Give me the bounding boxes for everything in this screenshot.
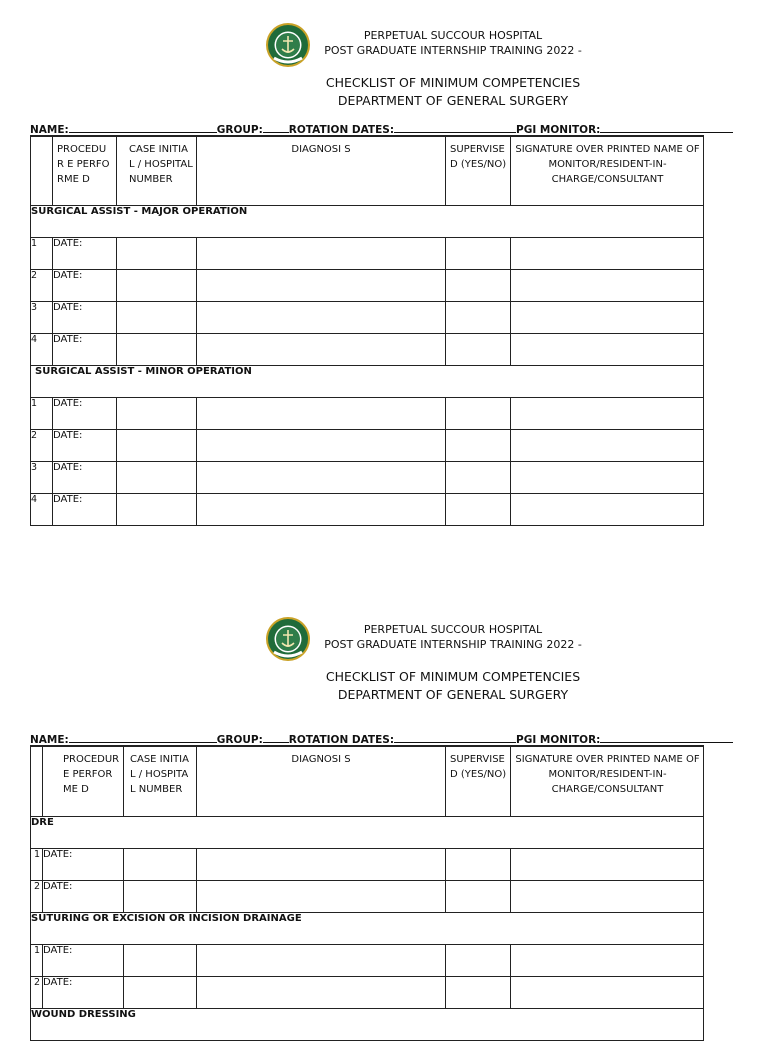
col-case: CASE INITIAL / HOSPITAL NUMBER	[129, 144, 193, 185]
monitor-field[interactable]	[600, 121, 733, 133]
monitor-label: PGI MONITOR:	[516, 734, 601, 746]
date-label: DATE:	[53, 269, 117, 301]
diagnosis-cell[interactable]	[197, 880, 446, 912]
date-label: DATE:	[53, 397, 117, 429]
signature-cell[interactable]	[511, 880, 704, 912]
date-label: DATE:	[43, 880, 124, 912]
diagnosis-cell[interactable]	[197, 944, 446, 976]
hospital-name: PERPETUAL SUCCOUR HOSPITAL	[363, 29, 543, 42]
case-cell[interactable]	[117, 429, 197, 461]
row-number: 2	[31, 880, 43, 912]
case-cell[interactable]	[124, 880, 197, 912]
table-row	[31, 880, 704, 912]
case-cell[interactable]	[117, 301, 197, 333]
section-title: SURGICAL ASSIST - MAJOR OPERATION	[31, 205, 704, 237]
row-number: 2	[31, 429, 53, 461]
diagnosis-cell[interactable]	[197, 269, 446, 301]
checklist-title: CHECKLIST OF MINIMUM COMPETENCIES	[325, 669, 581, 684]
row-number: 1	[31, 944, 43, 976]
table-header	[31, 746, 704, 816]
table-row	[31, 461, 704, 493]
section-minor-operation	[31, 365, 704, 397]
col-diagnosis: DIAGNOSI S	[291, 754, 351, 765]
department-title: DEPARTMENT OF GENERAL SURGERY	[337, 687, 569, 702]
monitor-field[interactable]	[600, 731, 733, 743]
date-label: DATE:	[53, 237, 117, 269]
section-title: SURGICAL ASSIST - MINOR OPERATION	[31, 365, 704, 397]
name-label: NAME:	[30, 734, 69, 746]
case-cell[interactable]	[117, 237, 197, 269]
diagnosis-cell[interactable]	[197, 237, 446, 269]
case-cell[interactable]	[117, 269, 197, 301]
table-row	[31, 301, 704, 333]
supervised-cell[interactable]	[446, 461, 511, 493]
row-number: 3	[31, 461, 53, 493]
group-field[interactable]	[263, 731, 289, 743]
signature-cell[interactable]	[511, 237, 704, 269]
diagnosis-cell[interactable]	[197, 333, 446, 365]
info-line	[30, 731, 702, 746]
signature-cell[interactable]	[511, 493, 704, 525]
signature-cell[interactable]	[511, 429, 704, 461]
case-cell[interactable]	[117, 461, 197, 493]
department-title: DEPARTMENT OF GENERAL SURGERY	[337, 93, 569, 108]
supervised-cell[interactable]	[446, 493, 511, 525]
competency-table-1	[30, 135, 704, 526]
row-number: 4	[31, 333, 53, 365]
col-supervised: SUPERVISE D (YES/NO)	[450, 144, 507, 170]
date-label: DATE:	[53, 461, 117, 493]
diagnosis-cell[interactable]	[197, 461, 446, 493]
hospital-name: PERPETUAL SUCCOUR HOSPITAL	[363, 623, 543, 636]
diagnosis-cell[interactable]	[197, 429, 446, 461]
table-header	[31, 136, 704, 205]
case-cell[interactable]	[124, 944, 197, 976]
col-case: CASE INITIAL / HOSPITAL NUMBER	[130, 754, 189, 795]
row-number: 2	[31, 976, 43, 1008]
program-title: POST GRADUATE INTERNSHIP TRAINING 2022 -	[324, 638, 582, 651]
program-title: POST GRADUATE INTERNSHIP TRAINING 2022 -	[324, 44, 582, 57]
col-diagnosis: DIAGNOSI S	[291, 144, 351, 155]
signature-cell[interactable]	[511, 976, 704, 1008]
case-cell[interactable]	[117, 333, 197, 365]
row-number: 2	[31, 269, 53, 301]
section-major-operation	[31, 205, 704, 237]
info-line	[30, 121, 702, 136]
table-row	[31, 429, 704, 461]
name-field[interactable]	[69, 731, 217, 743]
supervised-cell[interactable]	[446, 429, 511, 461]
rotation-label: ROTATION DATES:	[288, 734, 395, 746]
supervised-cell[interactable]	[446, 880, 511, 912]
diagnosis-cell[interactable]	[197, 301, 446, 333]
case-cell[interactable]	[124, 848, 197, 880]
supervised-cell[interactable]	[446, 944, 511, 976]
group-label: GROUP:	[216, 124, 263, 136]
table-row	[31, 944, 704, 976]
row-number: 4	[31, 493, 53, 525]
date-label: DATE:	[53, 429, 117, 461]
supervised-cell[interactable]	[446, 333, 511, 365]
signature-cell[interactable]	[511, 397, 704, 429]
supervised-cell[interactable]	[446, 848, 511, 880]
competency-table-2	[30, 745, 704, 1041]
col-procedure: PROCEDUR E PERFORME D	[63, 754, 120, 795]
col-signature: SIGNATURE OVER PRINTED NAME OF MONITOR/RESIDENT-IN-CHARGE/CONSULTANT	[515, 754, 700, 795]
col-supervised: SUPERVISE D (YES/NO)	[450, 754, 507, 780]
diagnosis-cell[interactable]	[197, 848, 446, 880]
signature-cell[interactable]	[511, 461, 704, 493]
signature-cell[interactable]	[511, 333, 704, 365]
signature-cell[interactable]	[511, 848, 704, 880]
table-row	[31, 237, 704, 269]
diagnosis-cell[interactable]	[197, 976, 446, 1008]
section-title: DRE	[31, 816, 704, 848]
name-field[interactable]	[69, 121, 217, 133]
date-label: DATE:	[53, 493, 117, 525]
table-row	[31, 493, 704, 525]
section-dre	[31, 816, 704, 848]
col-signature: SIGNATURE OVER PRINTED NAME OF MONITOR/RESIDENT-IN-CHARGE/CONSULTANT	[515, 144, 700, 185]
rotation-field[interactable]	[394, 731, 516, 743]
date-label: DATE:	[53, 333, 117, 365]
section-title: SUTURING OR EXCISION OR INCISION DRAINAGE	[31, 912, 704, 944]
signature-cell[interactable]	[511, 269, 704, 301]
supervised-cell[interactable]	[446, 976, 511, 1008]
monitor-label: PGI MONITOR:	[516, 124, 601, 136]
date-label: DATE:	[53, 301, 117, 333]
signature-cell[interactable]	[511, 301, 704, 333]
rotation-label: ROTATION DATES:	[288, 124, 395, 136]
table-row	[31, 848, 704, 880]
supervised-cell[interactable]	[446, 237, 511, 269]
supervised-cell[interactable]	[446, 397, 511, 429]
signature-cell[interactable]	[511, 944, 704, 976]
case-cell[interactable]	[124, 976, 197, 1008]
row-number: 3	[31, 301, 53, 333]
date-label: DATE:	[43, 944, 124, 976]
table-row	[31, 269, 704, 301]
date-label: DATE:	[43, 848, 124, 880]
row-number: 1	[31, 397, 53, 429]
case-cell[interactable]	[117, 397, 197, 429]
row-number: 1	[31, 237, 53, 269]
section-title: WOUND DRESSING	[31, 1008, 704, 1040]
supervised-cell[interactable]	[446, 269, 511, 301]
row-number: 1	[31, 848, 43, 880]
rotation-field[interactable]	[394, 121, 516, 133]
col-procedure: PROCEDUR E PERFORME D	[57, 144, 110, 185]
section-wound-dressing	[31, 1008, 704, 1040]
table-row	[31, 333, 704, 365]
section-suturing	[31, 912, 704, 944]
date-label: DATE:	[43, 976, 124, 1008]
checklist-title: CHECKLIST OF MINIMUM COMPETENCIES	[325, 75, 581, 90]
group-label: GROUP:	[216, 734, 263, 746]
diagnosis-cell[interactable]	[197, 397, 446, 429]
diagnosis-cell[interactable]	[197, 493, 446, 525]
supervised-cell[interactable]	[446, 301, 511, 333]
group-field[interactable]	[263, 121, 289, 133]
table-row	[31, 976, 704, 1008]
table-row	[31, 397, 704, 429]
name-label: NAME:	[30, 124, 69, 136]
case-cell[interactable]	[117, 493, 197, 525]
